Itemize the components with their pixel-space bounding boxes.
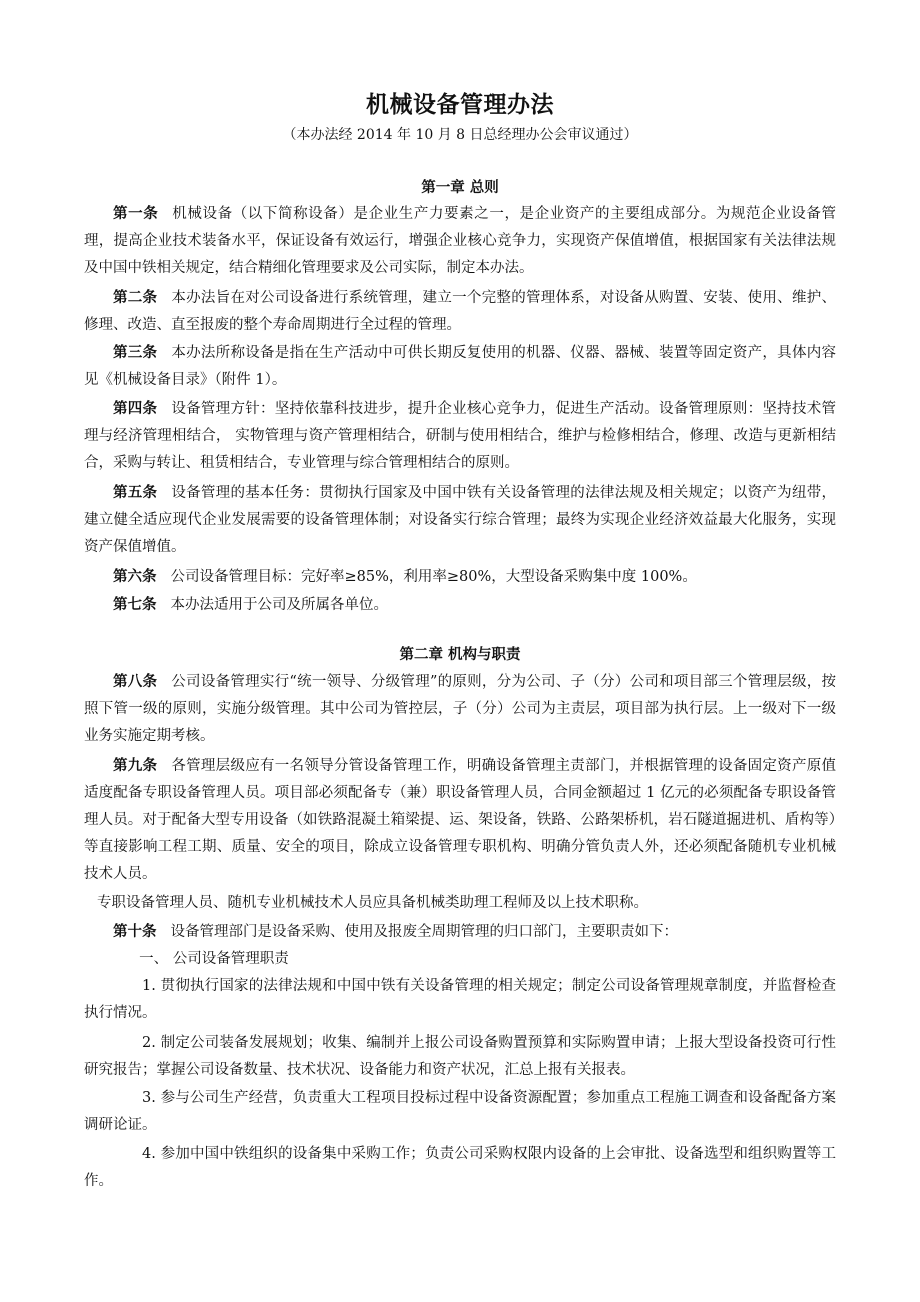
- chapter-heading-2: 第二章 机构与职责: [399, 646, 521, 663]
- article-text: 专职设备管理人员、随机专业机械技术人员应具备机械类助理工程师及以上技术职称。: [97, 895, 649, 911]
- article-label: 第五条: [113, 484, 158, 501]
- article-text: 本办法旨在对公司设备进行系统管理，建立一个完整的管理体系，对设备从购置、安装、使用、维护、修理、改造、直至报废的整个寿命周期进行全过程的管理。: [84, 290, 837, 333]
- duty-item-1: [84, 973, 836, 1027]
- duty-text: 1. 贯彻执行国家的法律法规和中国中铁有关设备管理的相关规定；制定公司设备管理规章制度，并监督检查执行情况。: [84, 978, 836, 1021]
- article-label: 第六条: [113, 568, 157, 585]
- article-2: [84, 284, 836, 339]
- article-3: [84, 339, 836, 394]
- duty-text: 3. 参与公司生产经营，负责重大工程项目投标过程中设备资源配置；参加重点工程施工调查和设备配备方案调研论证。: [84, 1090, 836, 1133]
- chapter-heading-1: 第一章 总则: [421, 179, 499, 196]
- article-8: [84, 668, 836, 750]
- article-text: 本办法适用于公司及所属各单位。: [170, 597, 388, 613]
- duty-item-2: [84, 1030, 836, 1084]
- duty-item-4: [84, 1141, 836, 1195]
- article-text: 本办法所称设备是指在生产活动中可供长期反复使用的机器、仪器、器械、装置等固定资产，具体内容见《机械设备目录》（附件 1）。: [84, 345, 837, 388]
- document-title: 机械设备管理办法: [366, 92, 554, 118]
- article-label: 第八条: [113, 673, 158, 690]
- article-text: 机械设备（以下简称设备）是企业生产力要素之一，是企业资产的主要组成部分。为规范企业设备管理，提高企业技术装备水平，保证设备有效运行，增强企业核心竞争力，实现资产保值增值，根据国家有关法律法规及中国中铁相关规定，结合精细化管理要求及公司实际，制定本办法。: [84, 206, 836, 276]
- article-text: 公司设备管理实行“统一领导、分级管理”的原则，分为公司、子（分）公司和项目部三个管理层级，按照下管一级的原则，实施分级管理。其中公司为管控层，子（分）公司为主责层，项目部为执行层。上一级对下一级业务实施定期考核。: [84, 674, 836, 744]
- article-9: [84, 752, 836, 888]
- article-label: 第二条: [113, 289, 158, 306]
- article-label: 第九条: [113, 757, 158, 774]
- article-4: [84, 395, 836, 477]
- article-text: 设备管理的基本任务：贯彻执行国家及中国中铁有关设备管理的法律法规及相关规定；以资产为纽带，建立健全适应现代企业发展需要的设备管理体制；对设备实行综合管理；最终为实现企业经济效益最大化服务，实现资产保值增值。: [84, 485, 837, 555]
- section-heading-company-duties: [84, 946, 836, 973]
- article-label: 第一条: [113, 205, 159, 222]
- article-9-note: [84, 890, 836, 917]
- duty-item-3: [84, 1085, 836, 1139]
- article-10: [84, 918, 836, 946]
- article-1: [84, 200, 836, 282]
- article-text: 各管理层级应有一名领导分管设备管理工作，明确设备管理主责部门，并根据管理的设备固定资产原值适度配备专职设备管理人员。项目部必须配备专（兼）职设备管理人员，合同金额超过 1 亿元的必须配备专职设备管理人员。对于配备大型专用设备（如铁路混凝土箱梁提、运、架设备，铁路、公路架桥机，岩石隧道掘进机、盾构等）等直接影响工程工期、质量、安全的项目，除成立设备管理专职机构、明确分管负责人外，还必须配备随机专业机械技术人员。: [84, 758, 837, 882]
- article-5: [84, 479, 836, 561]
- section-text: 一、 公司设备管理职责: [139, 951, 289, 967]
- article-text: 设备管理部门是设备采购、使用及报废全周期管理的归口部门，主要职责如下：: [170, 924, 678, 940]
- document-subtitle: （本办法经 2014 年 10 月 8 日总经理办公会审议通过）: [282, 127, 638, 143]
- duty-text: 4. 参加中国中铁组织的设备集中采购工作；负责公司采购权限内设备的上会审批、设备选型和组织购置等工作。: [84, 1146, 836, 1189]
- article-label: 第十条: [113, 923, 157, 940]
- article-6: [84, 563, 836, 591]
- article-label: 第四条: [113, 400, 158, 417]
- duty-text: 2. 制定公司装备发展规划；收集、编制并上报公司设备购置预算和实际购置申请；上报大型设备投资可行性研究报告；掌握公司设备数量、技术状况、设备能力和资产状况，汇总上报有关报表。: [84, 1035, 836, 1078]
- article-text: 设备管理方针：坚持依靠科技进步，提升企业核心竞争力，促进生产活动。设备管理原则：坚持技术管理与经济管理相结合， 实物管理与资产管理相结合，研制与使用相结合，维护与检修相结合，修理、改造与更新相结合，采购与转让、租赁相结合，专业管理与综合管理相结合的原则。: [84, 401, 837, 471]
- article-label: 第三条: [113, 344, 158, 361]
- article-text: 公司设备管理目标：完好率≥85%，利用率≥80%，大型设备采购集中度 100%。: [170, 569, 697, 585]
- article-7: [84, 591, 836, 619]
- article-label: 第七条: [113, 596, 157, 613]
